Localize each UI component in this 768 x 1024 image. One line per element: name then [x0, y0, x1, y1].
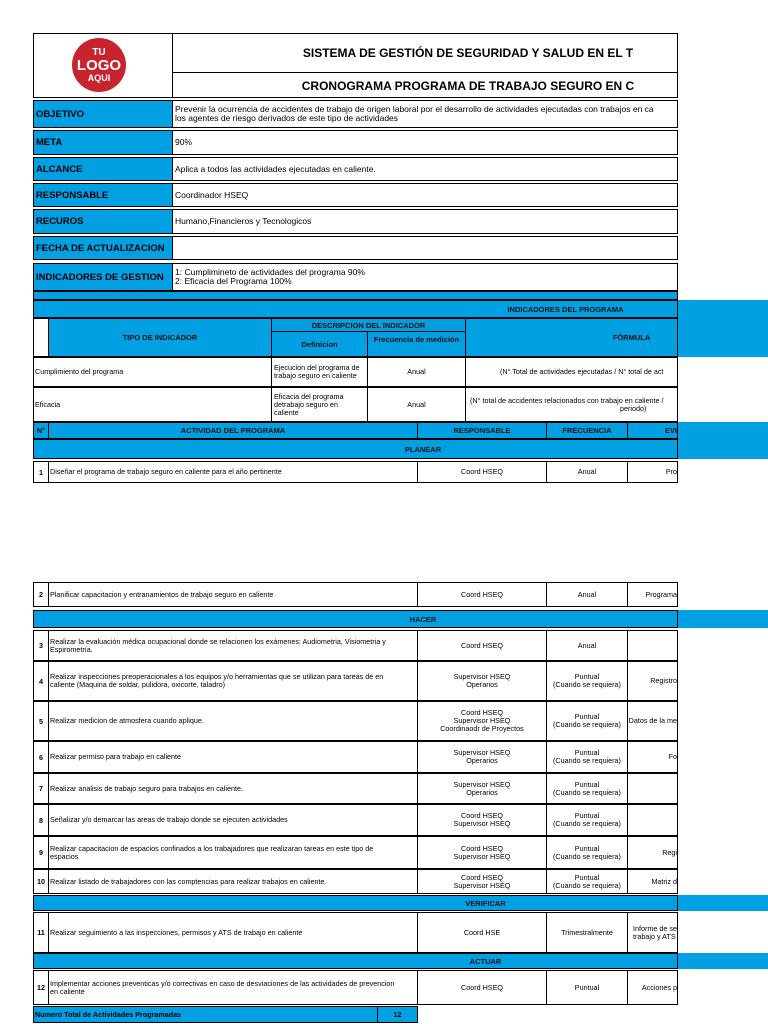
recursos-value: Humano,Financieros y Tecnologicos	[172, 209, 678, 234]
logo-line-3: AQUI	[87, 72, 111, 83]
col-definicion: Definicion	[271, 331, 368, 357]
objetivo-line-2: los agentes de riesgo derivados de este tipo de actividades	[175, 113, 399, 123]
activity-7-desc: Realizar analisis de trabajo seguro para trabajos en caliente.	[48, 773, 418, 804]
objetivo-line-1: Prevenir la ocurrencia de accidentes de trabajo de origen laboral por el desarrollo de actividades ejecutadas con trabajos en ca	[175, 104, 654, 114]
indicator-row-1-def	[271, 357, 368, 387]
activity-10-freq-line-1: Puntual	[574, 872, 600, 882]
activity-10-freq-line-2: (Cuando se requiera)	[553, 880, 621, 890]
activity-5-resp-line-3: Coordinaodr de Proyectos	[440, 724, 524, 733]
activity-10-evid: Matriz d	[627, 869, 678, 894]
activity-3-evid	[627, 630, 678, 661]
activity-11-evid-line-2: trabajo y ATS	[633, 931, 676, 941]
indicator-row-2-freq: Anual	[367, 387, 466, 422]
activity-4-resp-line-2: Operarios	[466, 680, 498, 689]
activity-8-resp	[417, 804, 547, 836]
activity-10-num: 10	[33, 869, 49, 894]
activity-6-freq-line-2: (Cuando se requiera)	[553, 756, 621, 765]
recursos-label: RECUROS	[33, 209, 173, 234]
phase-planear: PLANEAR	[33, 439, 678, 459]
activity-12-resp: Coord HSEQ	[417, 970, 547, 1005]
activity-5-desc: Realizar medicion de atmosfera cuando aplique.	[48, 701, 418, 741]
activity-4-num: 4	[33, 661, 49, 701]
activity-5-freq	[546, 701, 628, 741]
col-tipo-indicador: TIPO DE INDICADOR	[48, 318, 272, 357]
indicator-row-2-formula	[465, 387, 678, 422]
phase-planear-extension	[678, 439, 768, 459]
phase-verificar: VERIFICAR	[33, 895, 678, 911]
activity-7-freq-line-1: Puntual	[574, 779, 600, 789]
activity-7-freq-line-2: (Cuando se requiera)	[553, 787, 621, 797]
activity-4-resp-line-1: Supervisor HSEQ	[453, 672, 511, 681]
col-frecuencia: FRECUENCIA	[546, 422, 628, 439]
activity-8-freq	[546, 804, 628, 836]
objetivo-value	[172, 100, 678, 128]
activity-6-resp	[417, 741, 547, 773]
activity-5-freq-line-1: Puntual	[574, 712, 600, 721]
indicator-row-1-formula: (N° Total de actividades ejecutadas / N° total de act	[465, 357, 678, 387]
activity-9-evid: Regi	[627, 836, 678, 869]
activity-4-freq	[546, 661, 628, 701]
activity-10-freq	[546, 869, 628, 894]
indicator-row-2-def-line-1: Eficacia del programa	[274, 391, 344, 401]
activity-5-resp-line-1: Coord HSEQ	[461, 708, 503, 717]
activity-4-desc-line-2: caliente (Maquina de soldar, pulidora, oxicorte, taladro)	[50, 680, 225, 689]
activity-3-desc	[48, 630, 418, 661]
activity-10-resp-line-1: Coord HSEQ	[461, 872, 503, 882]
activity-3-freq: Anual	[546, 630, 628, 661]
activity-4-desc-line-1: Realizar inspecciones preoperacionales a los equipos y/o herramientas que se utilizan para tareas de en	[50, 672, 384, 681]
activity-12-desc-line-1: Implementar acciones preventicas y/o correctivas en caso de desviaciones de las actividades de prevencion	[50, 978, 395, 988]
activity-12-desc-line-2: en caliente	[50, 986, 85, 996]
activity-2-evid: Programa	[627, 582, 678, 607]
col-actividad: ACTIVIDAD DEL PROGRAMA	[48, 422, 418, 439]
activity-6-num: 6	[33, 741, 49, 773]
indicadores-label: INDICADORES DE GESTION	[33, 263, 173, 291]
activity-9-desc	[48, 836, 418, 869]
activity-8-desc: Señalizar y/o demarcar las areas de trabajo donde se ejecuten actividades	[48, 804, 418, 836]
activity-7-num: 7	[33, 773, 49, 804]
fecha-value	[172, 236, 678, 260]
activity-1-desc: Diseñar el programa de trabajo seguro en caliente para el año pertinente	[48, 461, 418, 483]
logo-line-1: TU	[92, 46, 106, 58]
activity-9-num: 9	[33, 836, 49, 869]
activity-5-freq-line-2: (Cuando se requiera)	[553, 720, 621, 729]
indicadores-line-2: 2: Eficacia del Programa 100%	[175, 276, 292, 286]
col-frecuencia-medicion: Frecuencia de medición	[367, 331, 466, 357]
activity-9-freq-line-2: (Cuando se requiera)	[553, 851, 621, 861]
logo-line-2: LOGO	[76, 56, 122, 74]
activity-11-desc: Realizar seguimiento a las inspecciones, permisos y ATS de trabajo en caliente	[48, 912, 418, 953]
activity-9-freq-line-1: Puntual	[574, 843, 600, 853]
activity-7-freq	[546, 773, 628, 804]
activity-12-evid: Acciones p	[627, 970, 678, 1005]
indicator-row-2-formula-line-1: (N° total de accidentes relacionados con trabajo en caliente /	[470, 395, 664, 405]
activity-12-desc	[48, 970, 418, 1005]
indicator-row-2-def	[271, 387, 368, 422]
activity-12-num: 12	[33, 970, 49, 1005]
meta-label: META	[33, 130, 173, 155]
activity-8-freq-line-1: Puntual	[574, 811, 600, 820]
activity-6-resp-line-2: Operarios	[466, 756, 498, 765]
activity-8-resp-line-2: Supervisor HSEQ	[453, 819, 511, 828]
responsable-value: Coordinador HSEQ	[172, 183, 678, 207]
activities-header-extension	[678, 422, 768, 439]
activity-1-freq: Anual	[546, 461, 628, 483]
alcance-value: Aplica a todos las actividades ejecutadas en caliente.	[172, 157, 678, 181]
activity-2-num: 2	[33, 582, 49, 607]
indicators-section-title: INDICADORES DEL PROGRAMA	[33, 300, 678, 318]
activity-5-resp	[417, 701, 547, 741]
activity-11-evid-line-1: Informe de se	[633, 923, 677, 933]
activity-6-desc: Realizar permiso para trabajo en caliente	[48, 741, 418, 773]
activity-5-resp-line-2: Supervisor HSEQ	[453, 716, 511, 725]
indicator-row-1-def-line-1: Ejecucion del programa de	[274, 363, 360, 372]
activity-10-desc: Realizar listado de trabajadores con las comptencias para realizar trabajos en caliente.	[48, 869, 418, 894]
indicadores-value	[172, 263, 678, 291]
activity-7-resp	[417, 773, 547, 804]
col-descripcion: DESCRIPCION DEL INDICADOR	[271, 318, 466, 332]
logo	[72, 38, 126, 92]
alcance-label: ALCANCE	[33, 157, 173, 181]
col-num: N°	[33, 422, 49, 439]
col-evidencia: EVI	[627, 422, 678, 439]
activity-5-evid: Datos de la me	[627, 701, 678, 741]
activity-10-resp	[417, 869, 547, 894]
col-formula: FÓRMULA	[465, 318, 678, 357]
page-subtitle: CRONOGRAMA PROGRAMA DE TRABAJO SEGURO EN C	[301, 78, 635, 93]
fecha-label: FECHA DE ACTUALIZACION	[33, 236, 173, 260]
phase-actuar-extension	[678, 953, 768, 969]
activity-3-desc-line-2: Espirometría.	[50, 644, 93, 654]
meta-value: 90%	[172, 130, 678, 155]
activity-9-resp-line-2: Supervisor HSEQ	[453, 851, 511, 861]
activity-8-num: 8	[33, 804, 49, 836]
activity-10-resp-line-2: Supervisor HSEQ	[453, 880, 511, 890]
activity-9-freq	[546, 836, 628, 869]
indicator-row-2-def-line-2: detrabajo seguro en	[274, 399, 338, 409]
activity-7-resp-line-2: Operarios	[466, 787, 498, 797]
activity-6-freq-line-1: Puntual	[574, 748, 600, 757]
activity-1-resp: Coord HSEQ	[417, 461, 547, 483]
indicator-row-2-tipo: Eficacia	[33, 387, 272, 422]
indicator-row-1-freq: Anual	[367, 357, 466, 387]
indicator-row-2-def-line-3: caliente	[274, 407, 299, 417]
activity-11-num: 11	[33, 912, 49, 953]
activity-6-resp-line-1: Supervisor HSEQ	[453, 748, 511, 757]
activity-2-freq: Anual	[546, 582, 628, 607]
activity-4-resp	[417, 661, 547, 701]
indicator-row-1-def-line-2: trabajo seguro en caliente	[274, 371, 357, 380]
indicadores-line-1: 1: Cumplimineto de actividades del programa 90%	[175, 267, 365, 277]
activity-8-freq-line-2: (Cuando se requiera)	[553, 819, 621, 828]
activity-11-evid	[627, 912, 678, 953]
activity-3-resp: Coord HSEQ	[417, 630, 547, 661]
total-activities-label: Numero Total de Actividades Programadas	[33, 1006, 378, 1023]
objetivo-label: OBJETIVO	[33, 100, 173, 128]
col-responsable: RESPONSABLE	[417, 422, 547, 439]
phase-actuar: ACTUAR	[33, 953, 678, 969]
activity-11-resp: Coord HSE	[417, 912, 547, 953]
activity-2-resp: Coord HSEQ	[417, 582, 547, 607]
activity-2-desc: Planificar capacitacion y entranamientos de trabajo seguro en caliente	[48, 582, 418, 607]
activity-5-num: 5	[33, 701, 49, 741]
total-activities-value: 12	[377, 1006, 418, 1023]
blue-spacer-bar	[33, 291, 678, 300]
phase-verificar-extension	[678, 895, 768, 911]
activity-8-resp-line-1: Coord HSEQ	[461, 811, 503, 820]
activity-4-freq-line-2: (Cuando se requiera)	[553, 680, 621, 689]
activity-1-num: 1	[33, 461, 49, 483]
activity-9-resp-line-1: Coord HSEQ	[461, 843, 503, 853]
activity-6-evid: Fo	[627, 741, 678, 773]
activity-4-evid: Registro	[627, 661, 678, 701]
responsable-label: RESPONSABLE	[33, 183, 173, 207]
activity-9-desc-line-2: espacios	[50, 851, 79, 861]
activity-7-resp-line-1: Supervisor HSEQ	[453, 779, 511, 789]
activity-12-freq: Puntual	[546, 970, 628, 1005]
activity-7-evid	[627, 773, 678, 804]
indicator-row-1-tipo: Cumplimiento del programa	[33, 357, 272, 387]
activity-11-freq: Trimestralmente	[546, 912, 628, 953]
activity-3-desc-line-1: Realizar la evaluación médica ocupacional donde se relacionen los exámenes: Audiometria, Visiometria y	[50, 636, 386, 646]
indicators-header-left-cell	[33, 318, 49, 357]
activity-4-desc	[48, 661, 418, 701]
page-title: SISTEMA DE GESTIÓN DE SEGURIDAD Y SALUD EN EL T	[173, 33, 678, 73]
indicator-row-2-formula-line-2: periodo)	[620, 403, 647, 413]
activity-8-evid	[627, 804, 678, 836]
activity-9-desc-line-1: Realizar capacitacion de espacios confinados a los trabajadores que realizaran tareas en este tipo de	[50, 843, 374, 853]
indicators-header-extension	[678, 300, 768, 357]
activity-9-resp	[417, 836, 547, 869]
activity-1-evid: Pro	[627, 461, 678, 483]
phase-hacer-extension	[678, 610, 768, 628]
activity-3-num: 3	[33, 630, 49, 661]
phase-hacer: HACER	[33, 610, 678, 628]
activity-6-freq	[546, 741, 628, 773]
activity-4-freq-line-1: Puntual	[574, 672, 600, 681]
